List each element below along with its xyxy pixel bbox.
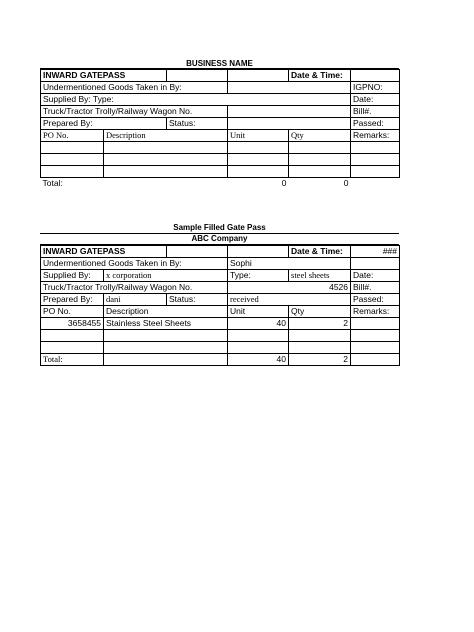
blank-cell	[167, 246, 228, 258]
inward-gatepass-label: INWARD GATEPASS	[41, 246, 167, 258]
date-time-value[interactable]: ###	[351, 246, 400, 258]
inward-gatepass-label: INWARD GATEPASS	[41, 70, 167, 82]
supplied-by-value[interactable]	[167, 94, 351, 106]
prepared-by-label: Prepared By:	[41, 294, 104, 306]
row-qty[interactable]: 2	[289, 318, 351, 330]
total-unit: 40	[228, 354, 289, 366]
vehicle-label: Truck/Tractor Trolly/Railway Wagon No.	[41, 106, 228, 118]
igpno-label: IGPNO:	[351, 82, 400, 94]
col-qty: Qty	[289, 306, 351, 318]
date-label: Date:	[351, 270, 400, 282]
col-remarks: Remarks:	[351, 130, 400, 142]
col-po-no: PO No.	[41, 306, 104, 318]
table-cell[interactable]	[104, 142, 228, 154]
blank-gatepass-form	[40, 69, 399, 189]
table-cell[interactable]	[289, 342, 351, 354]
row-po-no[interactable]: 3658455	[41, 318, 104, 330]
row-description[interactable]: Stainless Steel Sheets	[104, 318, 228, 330]
total-label: Total:	[41, 354, 104, 366]
table-cell[interactable]	[41, 142, 104, 154]
goods-taken-by-value[interactable]	[228, 82, 351, 94]
status-value[interactable]	[228, 118, 351, 130]
total-qty: 0	[289, 178, 351, 190]
blank-cell	[228, 246, 289, 258]
table-cell[interactable]	[351, 330, 400, 342]
table-cell[interactable]	[228, 142, 289, 154]
type-value[interactable]: steel sheets	[289, 270, 351, 282]
blank-cell	[104, 178, 228, 190]
blank-cell	[351, 354, 400, 366]
status-label: Status:	[167, 118, 228, 130]
blank-cell	[351, 258, 400, 270]
goods-taken-by-value[interactable]: Sophi	[228, 258, 351, 270]
table-cell[interactable]	[351, 154, 400, 166]
status-value[interactable]: received	[228, 294, 351, 306]
blank-cell	[228, 70, 289, 82]
table-cell[interactable]	[351, 166, 400, 178]
bill-label: Bill#.	[351, 106, 400, 118]
goods-taken-by-label: Undermentioned Goods Taken in By:	[41, 258, 228, 270]
table-cell[interactable]	[351, 142, 400, 154]
table-cell[interactable]	[289, 330, 351, 342]
col-qty: Qty	[289, 130, 351, 142]
total-qty: 2	[289, 354, 351, 366]
supplied-by-value[interactable]: x corporation	[104, 270, 228, 282]
passed-label: Passed:	[351, 118, 400, 130]
table-cell[interactable]	[104, 330, 228, 342]
table-cell[interactable]	[41, 342, 104, 354]
blank-cell	[104, 354, 228, 366]
sample-gate-pass-heading: Sample Filled Gate Pass	[173, 223, 266, 232]
table-cell[interactable]	[289, 142, 351, 154]
table-cell[interactable]	[41, 330, 104, 342]
passed-label: Passed:	[351, 294, 400, 306]
table-cell[interactable]	[104, 342, 228, 354]
blank-cell	[351, 178, 400, 190]
blank-cell	[167, 70, 228, 82]
col-unit: Unit	[228, 306, 289, 318]
date-time-label: Date & Time:	[289, 246, 351, 258]
prepared-by-label: Prepared By:	[41, 118, 167, 130]
table-cell[interactable]	[228, 330, 289, 342]
row-unit[interactable]: 40	[228, 318, 289, 330]
date-time-label: Date & Time:	[289, 70, 351, 82]
prepared-by-value[interactable]: dani	[104, 294, 167, 306]
supplied-by-label: Supplied By:	[41, 270, 104, 282]
table-cell[interactable]	[289, 166, 351, 178]
table-cell[interactable]	[104, 154, 228, 166]
business-name-title: BUSINESS NAME	[186, 59, 253, 68]
goods-taken-by-label: Undermentioned Goods Taken in By:	[41, 82, 228, 94]
table-cell[interactable]	[228, 166, 289, 178]
bill-label: Bill#.	[351, 282, 400, 294]
table-cell[interactable]	[41, 166, 104, 178]
table-cell[interactable]	[228, 342, 289, 354]
vehicle-value[interactable]: 4526	[228, 282, 351, 294]
col-remarks: Remarks:	[351, 306, 400, 318]
supplied-by-label: Supplied By: Type:	[41, 94, 167, 106]
company-name-title: ABC Company	[191, 234, 248, 243]
date-label: Date:	[351, 94, 400, 106]
col-description: Description	[104, 130, 228, 142]
table-cell[interactable]	[351, 342, 400, 354]
status-label: Status:	[167, 294, 228, 306]
sample-gatepass-form	[40, 245, 399, 366]
table-cell[interactable]	[228, 154, 289, 166]
table-cell[interactable]	[41, 154, 104, 166]
date-time-value[interactable]	[351, 70, 400, 82]
table-cell[interactable]	[289, 154, 351, 166]
col-unit: Unit	[228, 130, 289, 142]
vehicle-label: Truck/Tractor Trolly/Railway Wagon No.	[41, 282, 228, 294]
col-description: Description	[104, 306, 228, 318]
col-po-no: PO No.	[41, 130, 104, 142]
total-label: Total:	[41, 178, 104, 190]
row-remarks[interactable]	[351, 318, 400, 330]
type-label: Type:	[228, 270, 289, 282]
table-cell[interactable]	[104, 166, 228, 178]
total-unit: 0	[228, 178, 289, 190]
vehicle-value[interactable]	[228, 106, 351, 118]
